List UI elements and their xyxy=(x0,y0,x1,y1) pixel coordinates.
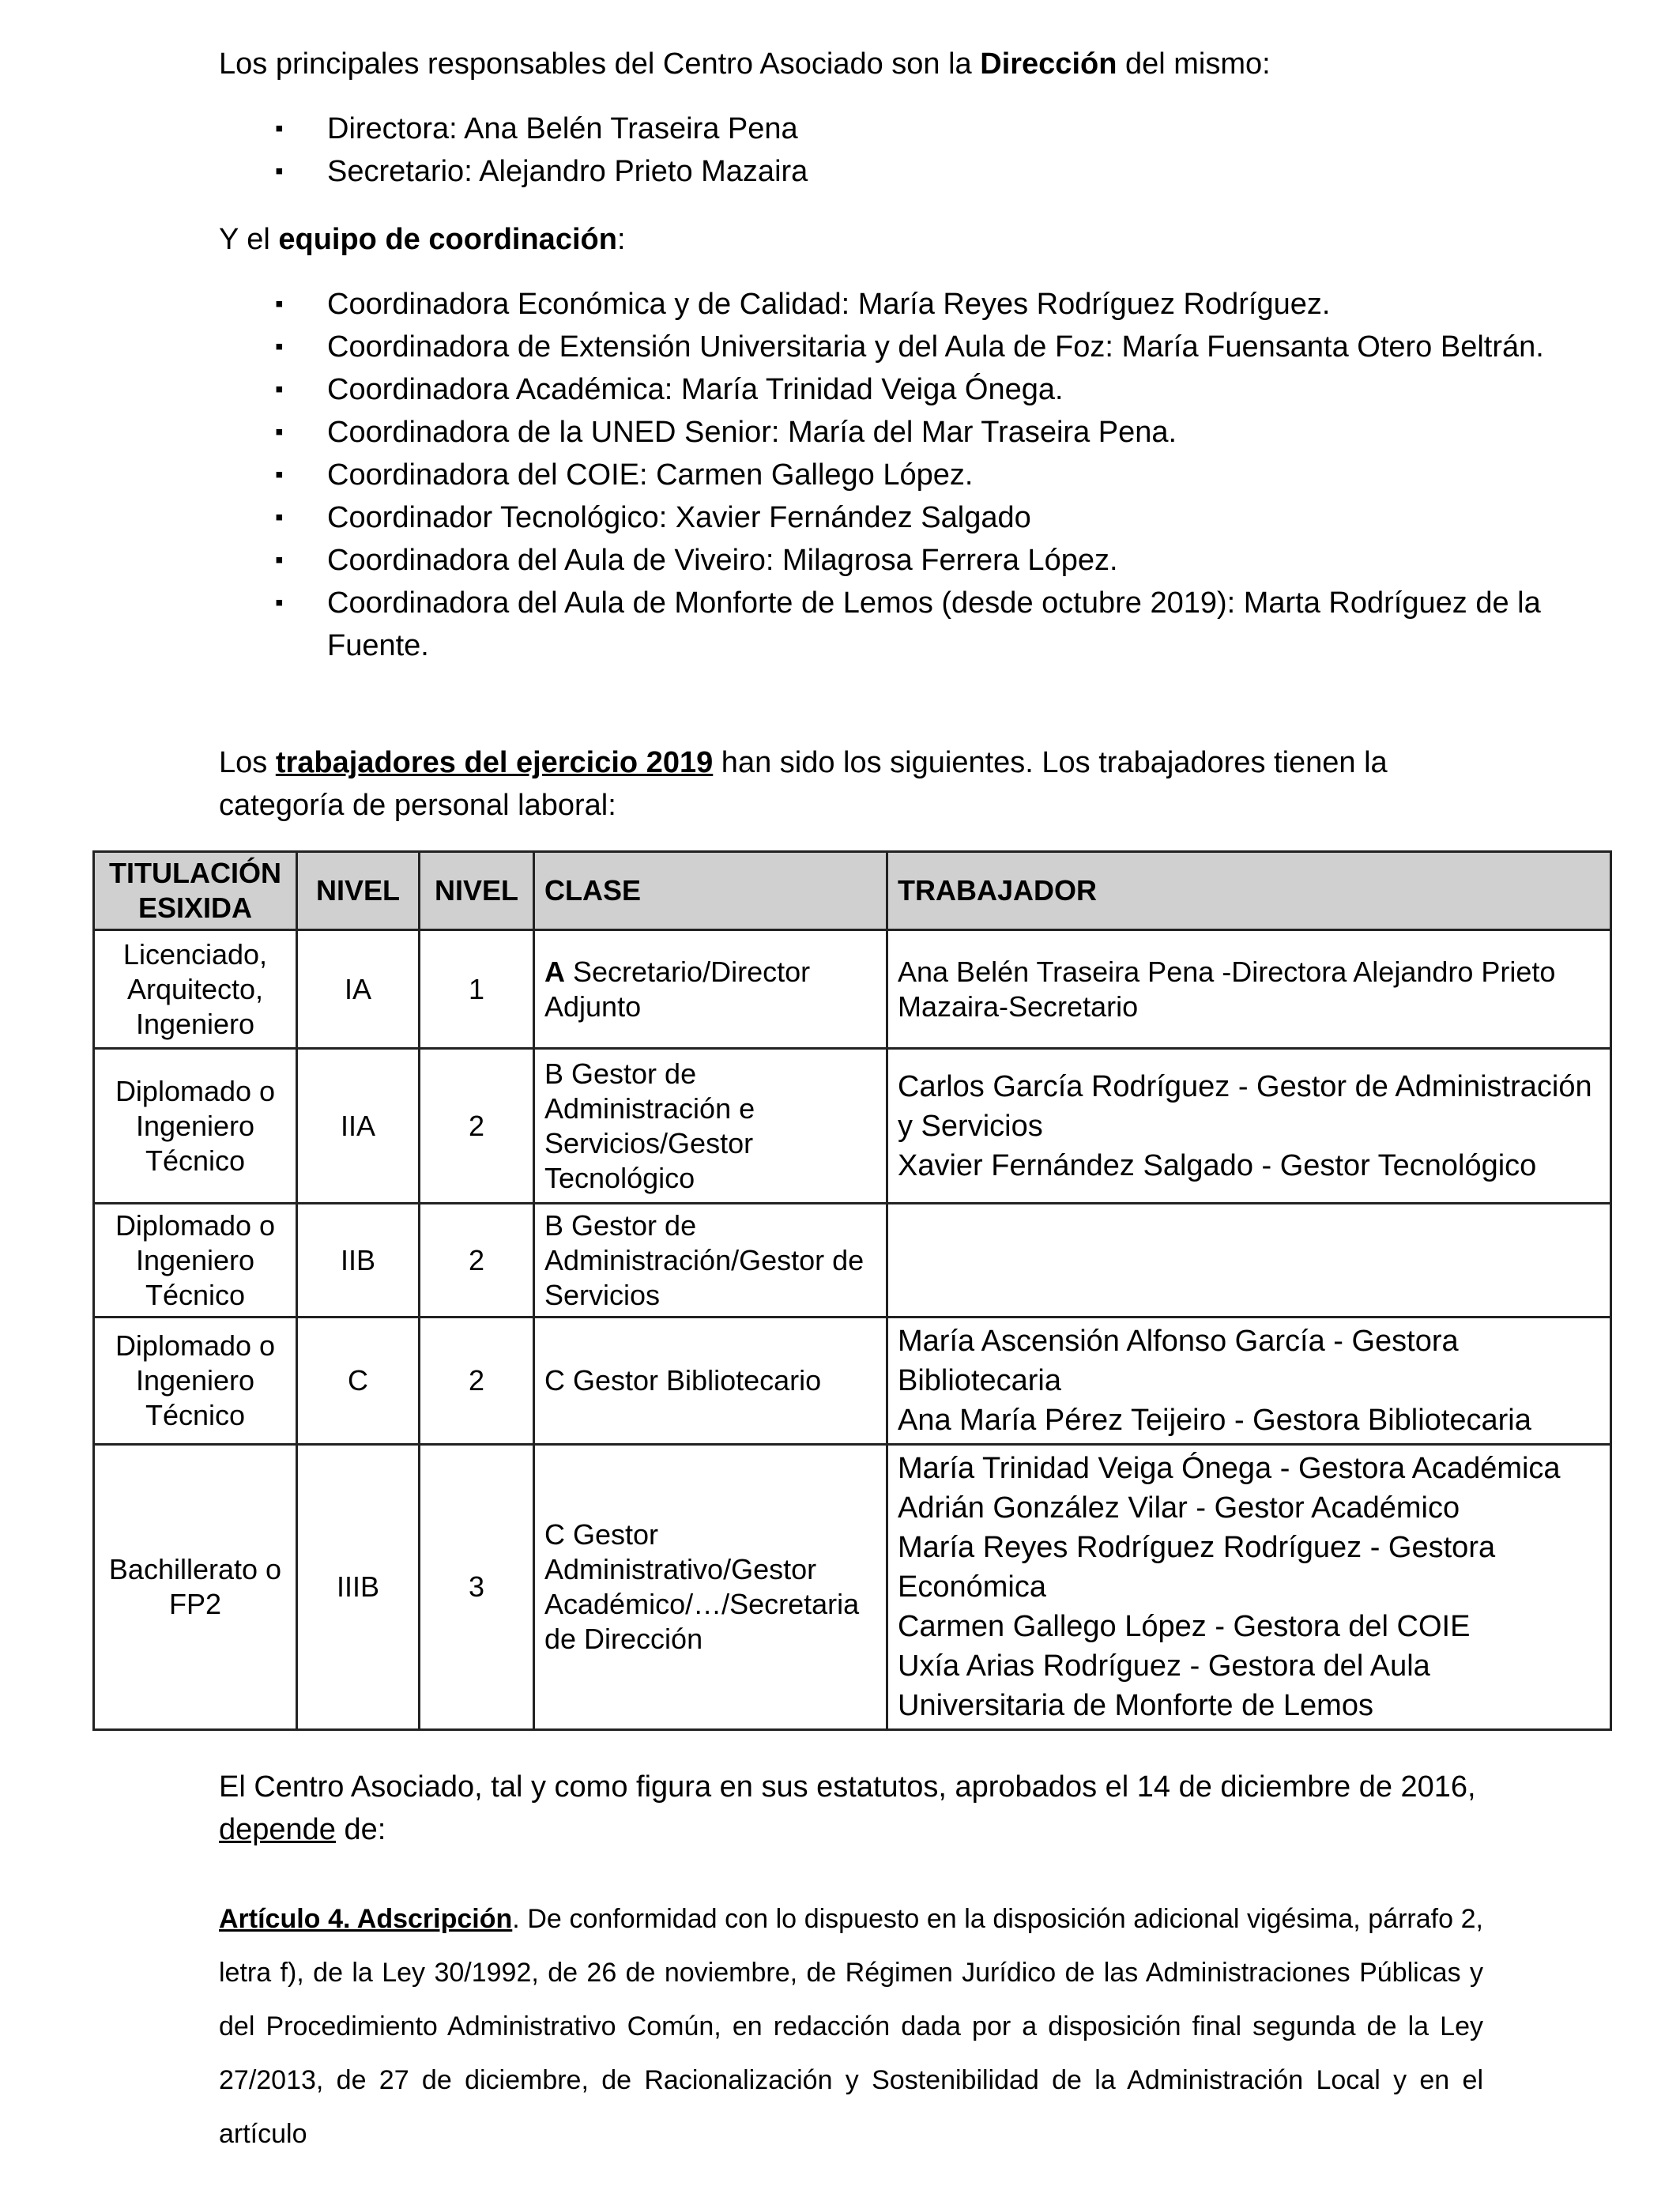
intro-text: Los principales responsables del Centro Asociado son la xyxy=(219,47,981,81)
clase-letter: A xyxy=(544,955,565,988)
staff-table xyxy=(92,850,1612,1731)
cell-trabajador xyxy=(887,930,1611,1049)
cell-titulacion: Diplomado o Ingeniero Técnico xyxy=(94,1318,297,1445)
list-item: ▪ Coordinadora Académica: María Trinidad Veiga Ónega. xyxy=(275,368,1544,411)
header-trabajador: TRABAJADOR xyxy=(887,852,1611,930)
articulo-title: Artículo 4. Adscripción xyxy=(219,1904,513,1934)
cell-titulacion: Licenciado, Arquitecto, Ingeniero xyxy=(94,930,297,1049)
worker-entry: Carmen Gallego López - Gestora del COIE xyxy=(898,1610,1471,1643)
table-row xyxy=(94,1049,1611,1204)
cell-trabajador xyxy=(887,1049,1611,1204)
coord-intro-bold: equipo de coordinación xyxy=(278,223,617,256)
header-titulacion: TITULACIÓN ESIXIDA xyxy=(94,852,297,930)
estatutos-text-end: de: xyxy=(335,1813,386,1846)
worker-entry: Carlos García Rodríguez - Gestor de Administración y Servicios xyxy=(898,1069,1592,1143)
table-row xyxy=(94,1445,1611,1730)
cell-titulacion: Bachillerato o FP2 xyxy=(94,1445,297,1730)
list-item: ▪ Coordinadora de la UNED Senior: María del Mar Traseira Pena. xyxy=(275,411,1544,454)
estatutos-text: El Centro Asociado, tal y como figura en sus estatutos, aprobados el 14 de diciembre de 2016, xyxy=(219,1770,1476,1804)
worker-entry: María Ascensión Alfonso García - Gestora Bibliotecaria xyxy=(898,1325,1459,1397)
articulo-paragraph xyxy=(219,1892,1483,2161)
list-item: ▪ Coordinador Tecnológico: Xavier Fernández Salgado xyxy=(275,496,1544,539)
header-nivel-2: NIVEL xyxy=(420,852,534,930)
table-header-row xyxy=(94,852,1611,930)
workers-intro-end: han sido los siguientes. Los trabajadores tienen la categoría de personal laboral: xyxy=(219,746,1388,822)
cell-nivel-2: 2 xyxy=(420,1049,534,1204)
worker-entry: Uxía Arias Rodríguez - Gestora del Aula Universitaria de Monforte de Lemos xyxy=(898,1649,1430,1722)
table-row xyxy=(94,1204,1611,1318)
coordinacion-list xyxy=(275,283,1544,667)
articulo-text: . De conformidad con lo dispuesto en la disposición adicional vigésima, párrafo 2, letra f), de la Ley 30/1992, de 26 de noviembre, de Régimen Jurídico de las Administraciones Públicas y del Procedimiento Administrativo Común, en redacción dada por a disposición final segunda de la Ley 27/2013, de 27 de diciembre, de Racionalización y Sostenibilidad de la Administración Local y en el artículo xyxy=(219,1904,1483,2149)
worker-entry: María Trinidad Veiga Ónega - Gestora Académica xyxy=(898,1452,1561,1485)
cell-nivel: IIA xyxy=(297,1049,420,1204)
cell-nivel: C xyxy=(297,1318,420,1445)
worker-entry: Xavier Fernández Salgado - Gestor Tecnológico xyxy=(898,1148,1537,1182)
clase-text: Secretario/Director Adjunto xyxy=(544,955,811,1023)
workers-intro xyxy=(219,741,1404,827)
cell-trabajador xyxy=(887,1204,1611,1318)
list-item: ▪ Secretario: Alejandro Prieto Mazaira xyxy=(275,150,1544,193)
header-nivel: NIVEL xyxy=(297,852,420,930)
direccion-list xyxy=(275,107,1544,193)
list-item: ▪ Coordinadora del Aula de Monforte de Lemos (desde octubre 2019): Marta Rodríguez de la Fuente. xyxy=(275,582,1544,667)
cell-nivel: IIIB xyxy=(297,1445,420,1730)
cell-titulacion: Diplomado o Ingeniero Técnico xyxy=(94,1204,297,1318)
list-item: ▪ Coordinadora de Extensión Universitaria y del Aula de Foz: María Fuensanta Otero Beltrán. xyxy=(275,326,1544,368)
cell-nivel: IA xyxy=(297,930,420,1049)
worker-entry: Ana Belén Traseira Pena -Directora Alejandro Prieto Mazaira-Secretario xyxy=(898,955,1556,1023)
cell-nivel-2: 3 xyxy=(420,1445,534,1730)
list-item: ▪ Coordinadora Económica y de Calidad: María Reyes Rodríguez Rodríguez. xyxy=(275,283,1544,326)
cell-clase: C Gestor Bibliotecario xyxy=(534,1318,887,1445)
coord-intro xyxy=(219,218,626,261)
cell-clase: B Gestor de Administración/Gestor de Servicios xyxy=(534,1204,887,1318)
cell-nivel-2: 2 xyxy=(420,1204,534,1318)
cell-trabajador xyxy=(887,1318,1611,1445)
cell-clase xyxy=(534,930,887,1049)
table-row xyxy=(94,1318,1611,1445)
worker-entry: María Reyes Rodríguez Rodríguez - Gestora Económica xyxy=(898,1531,1496,1604)
workers-intro-text: Los xyxy=(219,746,276,779)
estatutos-underline: depende xyxy=(219,1813,336,1846)
cell-trabajador xyxy=(887,1445,1611,1730)
workers-intro-highlight: trabajadores del ejercicio 2019 xyxy=(275,746,714,779)
list-item: ▪ Coordinadora del Aula de Viveiro: Milagrosa Ferrera López. xyxy=(275,539,1544,582)
intro-paragraph xyxy=(219,43,1523,85)
table-row xyxy=(94,930,1611,1049)
worker-entry: Adrián González Vilar - Gestor Académico xyxy=(898,1491,1460,1525)
cell-clase: B Gestor de Administración e Servicios/Gestor Tecnológico xyxy=(534,1049,887,1204)
cell-nivel: IIB xyxy=(297,1204,420,1318)
estatutos-paragraph xyxy=(219,1766,1483,1851)
cell-nivel-2: 1 xyxy=(420,930,534,1049)
header-clase: CLASE xyxy=(534,852,887,930)
worker-entry: Ana María Pérez Teijeiro - Gestora Bibliotecaria xyxy=(898,1404,1531,1437)
list-item: ▪ Directora: Ana Belén Traseira Pena xyxy=(275,107,1544,150)
cell-clase: C Gestor Administrativo/Gestor Académico/…/Secretaria de Dirección xyxy=(534,1445,887,1730)
intro-bold: Dirección xyxy=(980,47,1117,81)
intro-text-end: del mismo: xyxy=(1117,47,1271,81)
coord-intro-end: : xyxy=(616,223,626,256)
cell-titulacion: Diplomado o Ingeniero Técnico xyxy=(94,1049,297,1204)
coord-intro-text: Y el xyxy=(219,223,279,256)
cell-nivel-2: 2 xyxy=(420,1318,534,1445)
list-item: ▪ Coordinadora del COIE: Carmen Gallego López. xyxy=(275,454,1544,496)
